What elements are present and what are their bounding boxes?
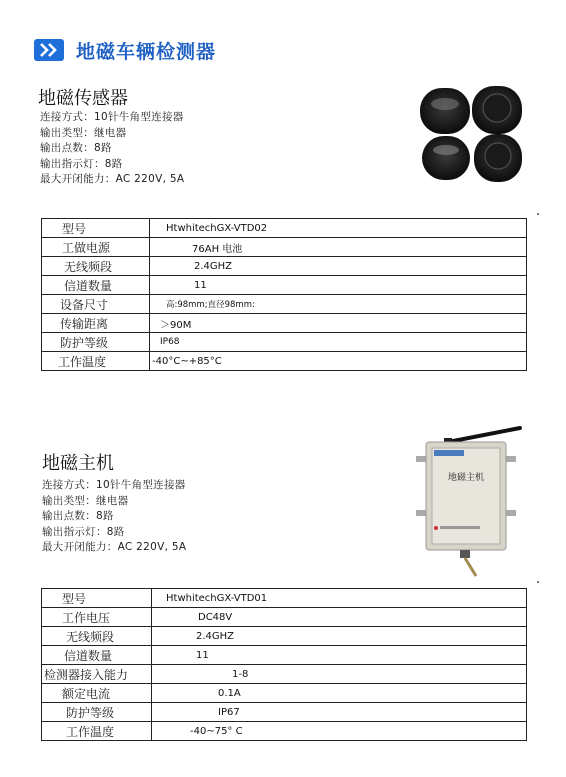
table-row <box>42 219 527 238</box>
host-section-title: 地磁主机 <box>42 453 114 474</box>
spec-line: 输出类型：继电器 <box>42 494 129 507</box>
geomagnetic-host-image <box>410 426 522 578</box>
table-row <box>42 684 527 703</box>
table-row <box>42 314 527 333</box>
table-key: 额定电流 <box>42 684 152 703</box>
double-chevron-right-icon <box>34 39 64 61</box>
table-key: 防护等级 <box>42 703 152 722</box>
table-key: 检测器接入能力 <box>42 665 152 684</box>
table-row <box>42 646 527 665</box>
table-value: HtwhitechGX-VTD01 <box>152 589 527 608</box>
table-value: 0.1A <box>152 684 527 703</box>
table-row <box>42 333 527 352</box>
section-header <box>34 38 216 62</box>
table-key: 工作温度 <box>42 352 150 371</box>
table-value: IP68 <box>150 333 527 352</box>
table-key: 工做电源 <box>42 238 150 257</box>
table-value: 11 <box>152 646 527 665</box>
table-key: 传输距离 <box>42 314 150 333</box>
table-key: 型号 <box>42 589 152 608</box>
table-key: 设备尺寸 <box>42 295 150 314</box>
table-value: 11 <box>150 276 527 295</box>
table-row <box>42 722 527 741</box>
sensor-spec-list <box>40 110 184 188</box>
table-row <box>42 665 527 684</box>
table-key: 工作温度 <box>42 722 152 741</box>
corner-mark <box>537 581 539 583</box>
sensor-spec-table <box>41 218 527 371</box>
spec-line: 输出指示灯：8路 <box>42 525 125 538</box>
table-key: 工作电压 <box>42 608 152 627</box>
table-key: 信道数量 <box>42 646 152 665</box>
host-spec-table <box>41 588 527 741</box>
table-row <box>42 352 527 371</box>
table-row <box>42 295 527 314</box>
page-title: 地磁车辆检测器 <box>76 40 217 63</box>
table-row <box>42 276 527 295</box>
table-key: 无线频段 <box>42 627 152 646</box>
spec-line: 连接方式：10针牛角型连接器 <box>40 111 184 123</box>
table-value: -40~75° C <box>152 722 527 741</box>
table-row <box>42 627 527 646</box>
host-panel-label: 地磁主机 <box>447 473 485 483</box>
table-key: 防护等级 <box>42 333 150 352</box>
table-value: 76AH 电池 <box>150 238 527 257</box>
spec-line: 输出点数：8路 <box>40 142 112 155</box>
table-value: 1-8 <box>152 665 527 684</box>
table-value: IP67 <box>152 703 527 722</box>
table-row <box>42 257 527 276</box>
table-row <box>42 238 527 257</box>
sensor-section-title: 地磁传感器 <box>38 88 128 109</box>
spec-line: 输出点数：8路 <box>42 510 114 523</box>
table-row <box>42 589 527 608</box>
corner-mark <box>537 213 539 215</box>
host-spec-list <box>42 478 186 556</box>
table-value: 高:98mm;直径98mm: <box>150 295 527 314</box>
table-key: 信道数量 <box>42 276 150 295</box>
table-row <box>42 703 527 722</box>
table-value: HtwhitechGX-VTD02 <box>150 219 527 238</box>
spec-line: 输出类型：继电器 <box>40 126 127 139</box>
table-row <box>42 608 527 627</box>
table-value: DC48V <box>152 608 527 627</box>
spec-line: 输出指示灯：8路 <box>40 157 123 170</box>
geomagnetic-sensor-image <box>416 84 524 184</box>
spec-line: 连接方式：10针牛角型连接器 <box>42 479 186 491</box>
spec-line: 最大开闭能力：AC 220V, 5A <box>40 173 185 186</box>
table-key: 无线频段 <box>42 257 150 276</box>
table-key: 型号 <box>42 219 150 238</box>
table-value: 2.4GHZ <box>150 257 527 276</box>
spec-line: 最大开闭能力：AC 220V, 5A <box>42 541 187 554</box>
table-value: 2.4GHZ <box>152 627 527 646</box>
table-value: ＞90M <box>150 314 527 333</box>
table-value: -40°C~+85°C <box>150 352 527 371</box>
